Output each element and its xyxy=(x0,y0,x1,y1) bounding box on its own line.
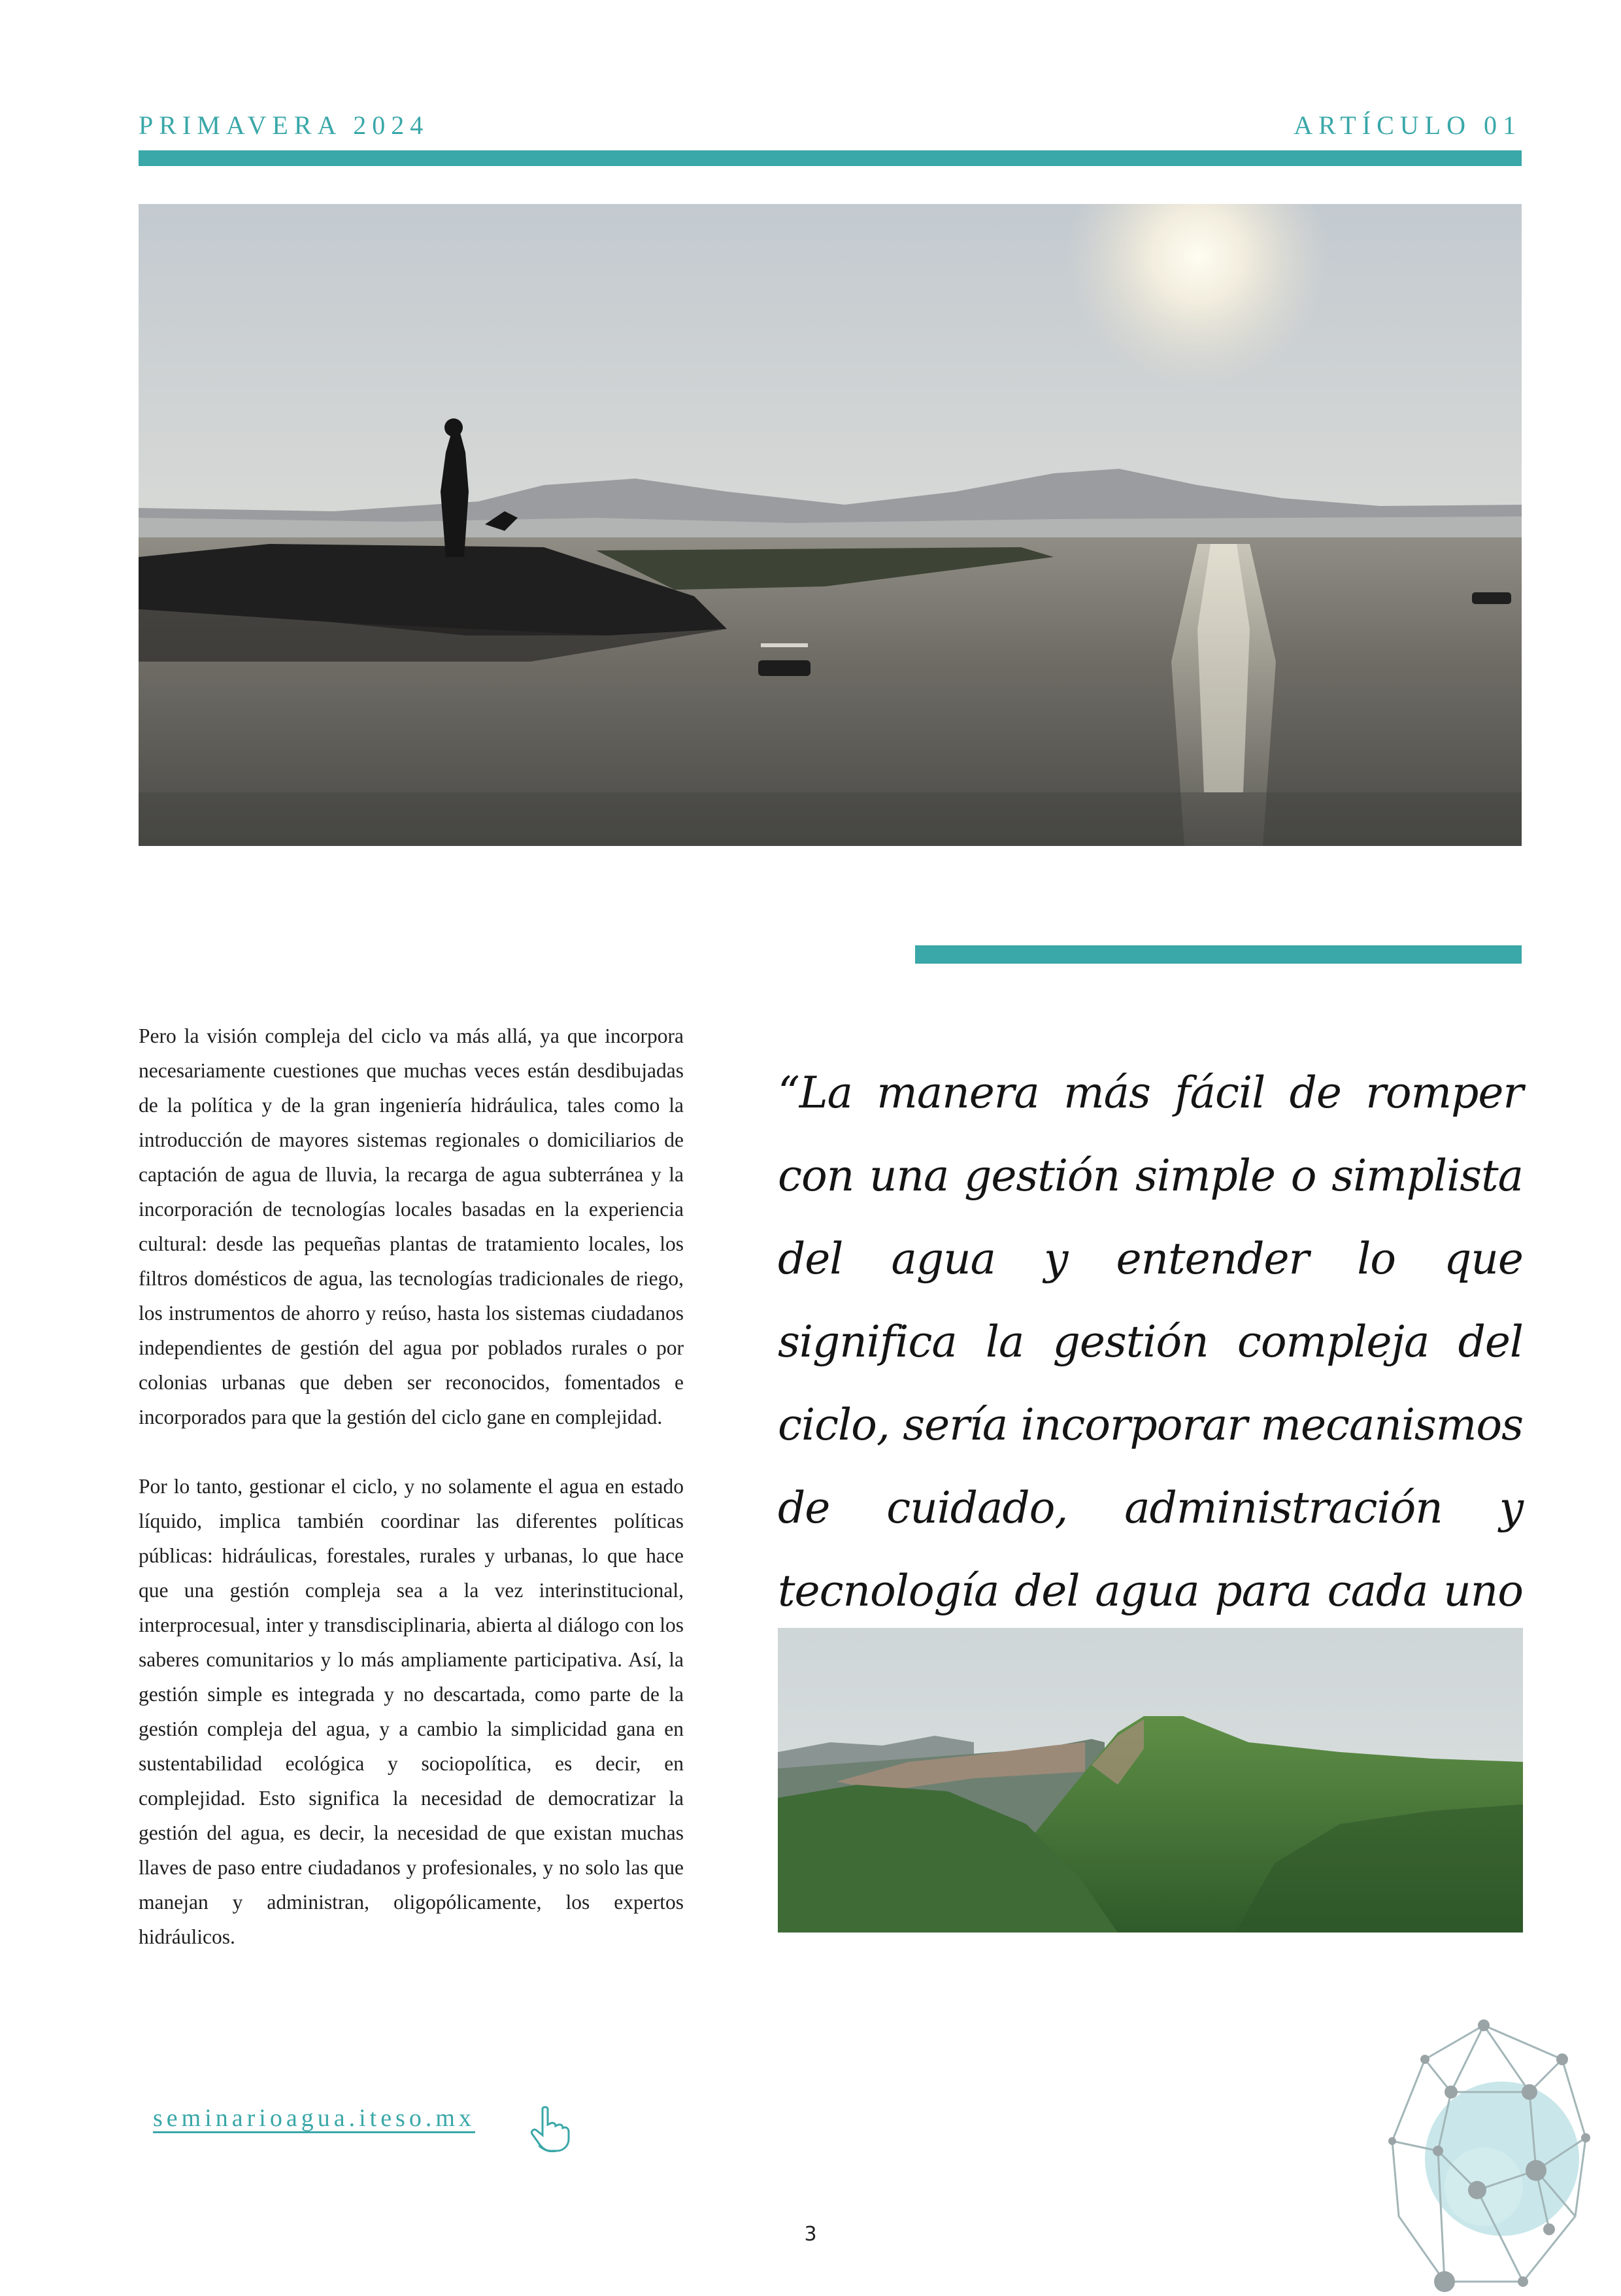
mountain-canyon-photo xyxy=(778,1628,1523,1933)
quote-accent-bar xyxy=(915,945,1522,964)
network-sphere-logo xyxy=(1386,2014,1601,2293)
lake-sunset-photo xyxy=(139,204,1522,846)
article-body xyxy=(139,1019,684,1989)
article-number: ARTÍCULO 01 xyxy=(1294,110,1522,140)
page-number: 3 xyxy=(804,2223,817,2246)
issue-season: PRIMAVERA 2024 xyxy=(139,110,429,140)
pointing-hand-icon[interactable] xyxy=(528,2105,570,2152)
body-paragraph-1: Pero la visión compleja del ciclo va más allá, ya que incorpora necesariamente cuestiones que muchas veces están desdibujadas de la política y de la gran ingeniería hidráulica, tales como la introducción de mayores sistemas regionales o domiciliarios de captación de agua de lluvia, la recarga de agua subterránea y la incorporación de tecnologías locales basadas en la experiencia cultural: desde las pequeñas plantas de tratamiento locales, los filtros domésticos de agua, las tecnologías tradicionales de riego, los instrumentos de ahorro y reúso, hasta los sistemas ciudadanos independientes de gestión del agua por poblados rurales o por colonias urbanas que deben ser reconocidos, fomentados e incorporados para que la gestión del ciclo gane en complejidad. xyxy=(139,1024,684,1428)
pull-quote: “La manera más fácil de romper con una gestión simple o simplista del agua y entender lo que significa la gestión compleja del ciclo, sería incorporar mecanismos de cuidado, administración y tecnología del agua para cada uno xyxy=(778,1068,1523,1616)
website-link[interactable]: seminarioagua.iteso.mx xyxy=(153,2104,475,2132)
body-paragraph-2: Por lo tanto, gestionar el ciclo, y no solamente el agua en estado líquido, implica también coordinar las diferentes políticas públicas: hidráulicas, forestales, rurales y urbanas, lo que hace que una gestión compleja sea a la vez interinstitucional, interprocesual, inter y transdisciplinaria, abierta al diálogo con los saberes comunitarios y lo más ampliamente participativa. Así, la gestión simple es integrada y no descartada, como parte de la gestión compleja del agua, y a cambio la simplicidad gana en sustentabilidad ecológica y sociopolítica, es decir, en complejidad. Esto significa la necesidad de democratizar la gestión del agua, es decir, la necesidad de que existan muchas llaves de paso entre ciudadanos y profesionales, y no solo las que manejan y administran, oligopólicamente, los expertos hidráulicos. xyxy=(139,1475,684,1948)
header-divider xyxy=(139,150,1522,166)
